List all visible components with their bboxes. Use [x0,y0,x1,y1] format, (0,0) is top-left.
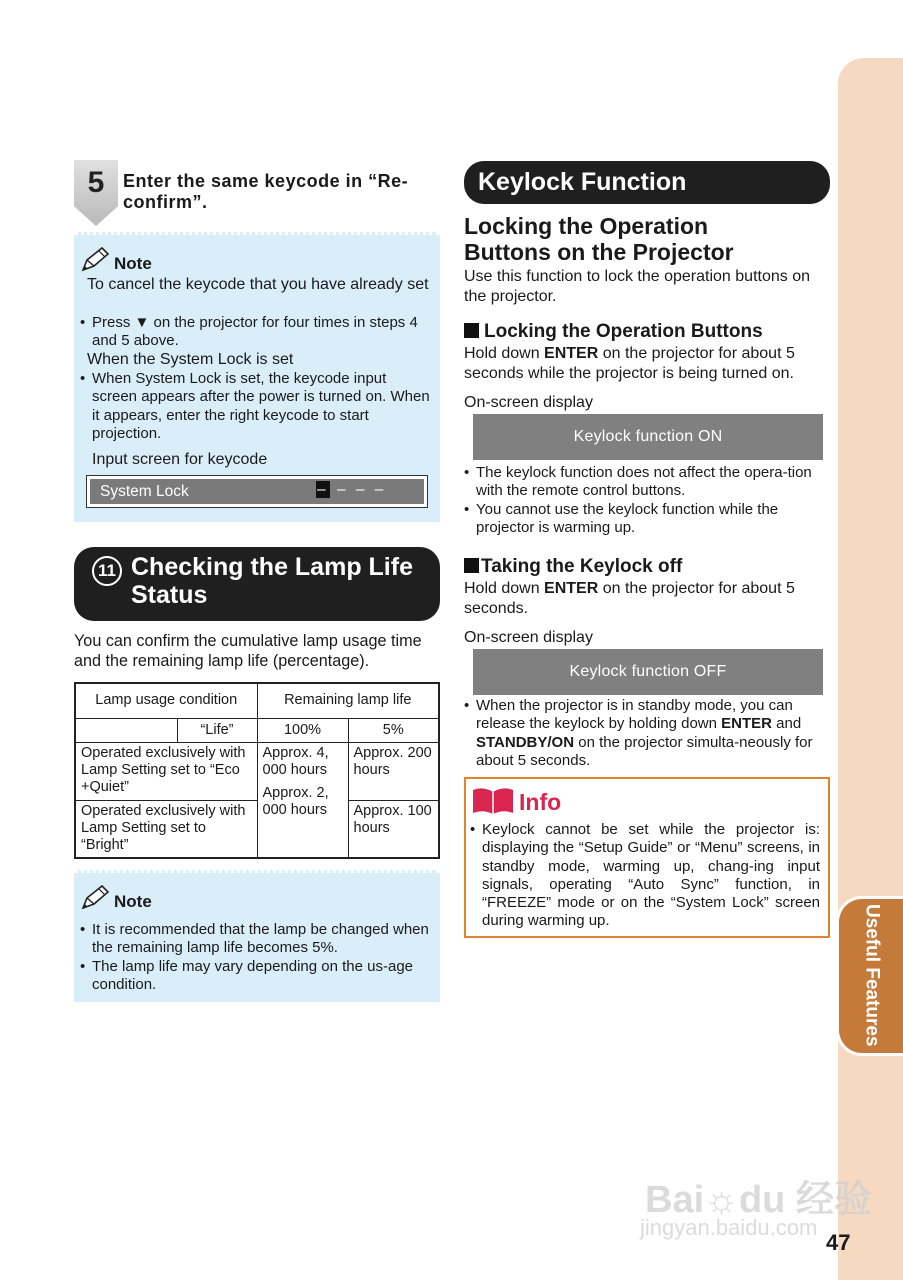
text: on the projector for about 5 seconds while the projector is being turned on. [464,345,795,382]
section-tab-label: Useful Features [861,903,883,1047]
lamp-intro: You can confirm the cumulative lamp usage time and the remaining lamp life (percentage). [74,632,422,670]
enter-key-label: ENTER [544,345,599,362]
text: on the projector simulta-neously for about 5 seconds. [476,733,813,769]
note-bullet-text: When System Lock is set, the keycode input screen appears after the power is turned on. When it appears, enter the right keycode to start projection. [92,370,430,442]
note-heading [80,246,152,274]
system-lock-label: System Lock [100,482,189,500]
note-title: Note [114,892,152,911]
table-header-100: 100% [257,718,348,742]
keylock-intro: Use this function to lock the operation buttons on the projector. [464,268,810,305]
table-header-remaining: Remaining lamp life [257,683,439,718]
table-header-life: “Life” [177,718,257,742]
keycode-placeholder: – – – [336,481,387,498]
note-bullet: • The lamp life may vary depending on the us-age condition. [80,958,432,995]
table-header-5: 5% [348,718,439,742]
watermark-url: jingyan.baidu.com [640,1215,818,1240]
system-lock-screen [86,475,428,508]
square-bullet-icon [464,558,479,573]
keycode-cursor: – [317,481,329,498]
keylock-section-title: Keylock Function [478,168,687,196]
pencil-note-icon [80,884,112,912]
enter-key-label: ENTER [544,580,599,597]
table-empty-cell [75,718,177,742]
square-bullet-icon [464,323,479,338]
note-heading [80,884,152,912]
unlock-instructions [464,579,824,618]
keycode-input[interactable] [316,481,386,499]
note-title: Note [114,254,152,273]
table-cell-5: Approx. 200 hours [348,742,439,800]
step-number: 5 [87,166,105,199]
table-cell-100 [257,742,348,858]
book-info-icon [471,786,515,816]
table-header-condition: Lamp usage condition [75,683,257,718]
system-lock-bar [90,479,424,504]
keylock-bullet: • You cannot use the keylock function while the projector is warming up. [464,501,824,538]
unlock-heading-text: Taking the Keylock off [481,556,683,577]
input-screen-label: Input screen for keycode [92,451,268,468]
lamp-life-table [74,682,440,859]
standby-key-label: STANDBY/ON [476,733,575,751]
lamp-section-title: Checking the Lamp Life Status [131,553,413,609]
step-instruction: Enter the same keycode in “Re-confirm”. [123,171,409,212]
standby-text [476,697,824,770]
note-line: To cancel the keycode that you have already set [87,276,429,293]
text: on the projector for about 5 seconds. [464,580,795,617]
osd-label: On-screen display [464,629,593,646]
section-number-badge: 11 [92,556,122,586]
osd-label: On-screen display [464,394,593,411]
table-cell-condition: Operated exclusively with Lamp Setting set to “Bright” [75,800,257,858]
lock-heading [464,321,763,343]
info-title: Info [519,789,562,815]
note-bullet: • When System Lock is set, the keycode input screen appears after the power is turned on. When it appears, enter the right keycode to start projection. [80,370,432,443]
osd-keylock-on: Keylock function ON [473,414,823,460]
unlock-heading [464,556,682,578]
text: Hold down [464,345,545,362]
lock-instructions [464,344,824,383]
pencil-note-icon [80,246,112,274]
note-bullet-text: The lamp life may vary depending on the us-age condition. [92,958,414,994]
cell-text: Approx. 4, 000 hours [262,744,329,778]
table-cell-5: Approx. 100 hours [348,800,439,858]
watermark-logo: Bai☼du 经验 [645,1179,872,1221]
info-bullet: • Keylock cannot be set while the projector is: displaying the “Setup Guide” or “Menu” screens, in standby mode, warming up, chang-ing input signals, operating “Auto Sync” function, in “FREEZE” mode or on the “System Lock” screen during warming up. [470,821,820,930]
text: Hold down [464,580,545,597]
note-bullet-text: It is recommended that the lamp be changed when the remaining lamp life becomes 5%. [92,921,429,957]
keylock-bullet: • The keylock function does not affect the opera-tion with the remote control buttons. [464,464,824,501]
side-strip [838,58,903,1280]
note-bullet: • Press ▼ on the projector for four times in steps 4 and 5 above. [80,314,432,351]
info-bullet-text: Keylock cannot be set while the projector is: displaying the “Setup Guide” or “Menu” screens, in standby mode, warming up, chang-ing input signals, operating “Auto Sync” function, in “FREEZE” mode or on the “System Lock” screen during warming up. [482,821,820,930]
table-row [75,742,439,800]
keylock-subtitle: Locking the Operation Buttons on the Projector [464,213,734,265]
standby-bullet: • When the projector is in standby mode, you can release the keylock by holding down ENTER and STANDBY/ON on the projector simulta-neously for about 5 seconds. [464,697,824,770]
text: When the projector is in standby mode, you can release the keylock by holding down [476,697,793,733]
enter-key-label: ENTER [721,715,772,733]
table-cell-condition: Operated exclusively with Lamp Setting set to “Eco +Quiet” [75,742,257,800]
page-number: 47 [826,1230,851,1255]
note-bullet-text: Press ▼ on the projector for four times in steps 4 and 5 above. [92,314,418,350]
text: and [772,715,802,733]
keylock-bullet-text: The keylock function does not affect the opera-tion with the remote control buttons. [476,464,812,500]
note-bullet: • It is recommended that the lamp be changed when the remaining lamp life becomes 5%. [80,921,432,958]
osd-keylock-off: Keylock function OFF [473,649,823,695]
lock-heading-text: Locking the Operation Buttons [484,321,763,342]
note-subhead: When the System Lock is set [87,351,294,368]
cell-text: Approx. 2, 000 hours [262,784,329,818]
keylock-bullet-text: You cannot use the keylock function while the projector is warming up. [476,501,779,537]
